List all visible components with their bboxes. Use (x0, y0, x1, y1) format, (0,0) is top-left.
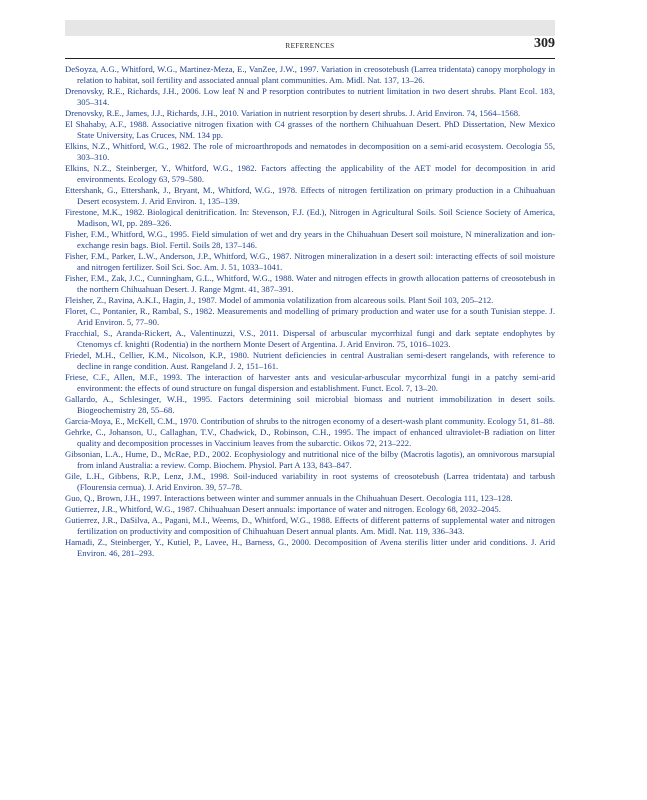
reference-entry[interactable]: Gallardo, A., Schlesinger, W.H., 1995. Factors determining soil microbial biomass and nutrient immobilization in desert soils. Biogeochemistry 28, 55–68. (65, 394, 555, 415)
reference-entry[interactable]: Floret, C., Pontanier, R., Rambal, S., 1982. Measurements and modelling of primary production and water use for a south Tunisian steppe. J. Arid Environ. 5, 77–90. (65, 306, 555, 327)
page-number: 309 (534, 36, 555, 51)
reference-entry[interactable]: Drenovsky, R.E., Richards, J.H., 2006. Low leaf N and P resorption contributes to nutrient limitation in two desert shrubs. Plant Ecol. 183, 305–314. (65, 86, 555, 107)
reference-entry[interactable]: Gibsonian, L.A., Hume, D., McRae, P.D., 2002. Ecophysiology and nutritional nice of the bilby (Macrotis lagotis), an omnivorous marsupial from inland Australia: a review. Comp. Biochem. Physiol. Part A 133, 843–847. (65, 449, 555, 470)
reference-entry[interactable]: Guo, Q., Brown, J.H., 1997. Interactions between winter and summer annuals in the Chihuahuan Desert. Oecologia 111, 123–128. (65, 493, 513, 503)
reference-entry[interactable]: Fisher, F.M., Parker, L.W., Anderson, J.P., Whitford, W.G., 1987. Nitrogen mineralization in a desert soil: interacting effects of soil moisture and nitrogen fertilizer. Soil Sci. Soc. Am. J. 51, 1033–1041. (65, 251, 555, 272)
page-header (65, 36, 555, 59)
reference-list (65, 64, 555, 559)
running-head: REFERENCES (285, 42, 335, 50)
reference-entry[interactable]: Fleisher, Z., Ravina, A.K.I., Hagin, J., 1987. Model of ammonia volatilization from alcareous soils. Plant Soil 103, 205–212. (65, 295, 494, 305)
reference-entry[interactable]: Firestone, M.K., 1982. Biological denitrification. In: Stevenson, F.J. (Ed.), Nitrogen in Agricultural Soils. Soil Science Society of America, Madison, WI, pp. 289–326. (65, 207, 555, 228)
reference-entry[interactable]: Fisher, F.M., Zak, J.C., Cunningham, G.L., Whitford, W.G., 1988. Water and nitrogen effects in growth allocation patterns of creosotebush in the northern Chihuahuan Desert. J. Range Mgmt. 41, 387–391. (65, 273, 555, 294)
top-gray-bar (65, 20, 555, 36)
reference-entry[interactable]: Gile, L.H., Gibbens, R.P., Lenz, J.M., 1998. Soil-induced variability in root systems of creosotebush (Larrea tridentata) and tarbush (Flourensia cernua). J. Arid Environ. 39, 57–78. (65, 471, 555, 492)
reference-entry[interactable]: Ettershank, G., Ettershank, J., Bryant, M., Whitford, W.G., 1978. Effects of nitrogen fertilization on primary production in a Chihuahuan Desert ecosystem. J. Arid Environ. 1, 135–139. (65, 185, 555, 206)
reference-entry[interactable]: Drenovsky, R.E., James, J.J., Richards, J.H., 2010. Variation in nutrient resorption by desert shrubs. J. Arid Environ. 74, 1564–1568. (65, 108, 521, 118)
reference-entry[interactable]: Garcia-Moya, E., McKell, C.M., 1970. Contribution of shrubs to the nitrogen economy of a desert-wash plant community. Ecology 51, 81–88. (65, 416, 555, 426)
reference-entry[interactable]: Elkins, N.Z., Steinberger, Y., Whitford, W.G., 1982. Factors affecting the applicability of the AET model for decomposition in arid environments. Ecology 63, 579–580. (65, 163, 555, 184)
reference-entry[interactable]: El Shahaby, A.F., 1988. Associative nitrogen fixation with C4 grasses of the northern Chihuahuan Desert. PhD Dissertation, New Mexico State University, Las Cruces, NM. 134 pp. (65, 119, 555, 140)
reference-entry[interactable]: Gehrke, C., Johanson, U., Callaghan, T.V., Chadwick, D., Robinson, C.H., 1995. The impact of enhanced ultraviolet-B radiation on litter quality and decomposition processes in Vaccinium leaves from the subarctic. Oikos 72, 213–222. (65, 427, 555, 448)
reference-entry[interactable]: Friedel, M.H., Cellier, K.M., Nicolson, K.P., 1980. Nutrient deficiencies in central Australian semi-desert rangelands, with reference to decline in range condition. Aust. Rangeland J. 2, 151–161. (65, 350, 555, 371)
reference-entry[interactable]: DeSoyza, A.G., Whitford, W.G., Martinez-Meza, E., VanZee, J.W., 1997. Variation in creosotebush (Larrea tridentata) canopy morphology in relation to habitat, soil fertility and associated annual plant communities. Am. Midl. Nat. 137, 13–26. (65, 64, 555, 85)
reference-entry[interactable]: Fracchial, S., Aranda-Rickert, A., Valentinuzzi, V.S., 2011. Dispersal of arbuscular mycorrhizal fungi and dark septate endophytes by Ctenomys cf. knighti (Rodentia) in the northern Monte Desert of Argentina. J. Arid Environ. 75, 1016–1023. (65, 328, 555, 349)
reference-entry[interactable]: Elkins, N.Z., Whitford, W.G., 1982. The role of microarthropods and nematodes in decomposition on a semi-arid ecosystem. Oecologia 55, 303–310. (65, 141, 555, 162)
reference-entry[interactable]: Friese, C.F., Allen, M.F., 1993. The interaction of harvester ants and vesicular-arbuscular mycorrhizal fungi in a patchy semi-arid environment: the effects of ound structure on fungal dispersion and establishment. Funct. Ecol. 7, 13–20. (65, 372, 555, 393)
reference-entry[interactable]: Hamadi, Z., Steinberger, Y., Kutiel, P., Lavee, H., Barness, G., 2000. Decomposition of Avena sterilis litter under arid conditions. J. Arid Environ. 46, 281–293. (65, 537, 555, 558)
reference-entry[interactable]: Gutierrez, J.R., Whitford, W.G., 1987. Chihuahuan Desert annuals: importance of water and nitrogen. Ecology 68, 2032–2045. (65, 504, 501, 514)
reference-entry[interactable]: Gutierrez, J.R., DaSilva, A., Pagani, M.I., Weems, D., Whitford, W.G., 1988. Effects of different patterns of supplemental water and nitrogen fertilization on productivity and composition of Chihuahuan Desert annual plants. Am. Midl. Nat. 119, 336–343. (65, 515, 555, 536)
reference-entry[interactable]: Fisher, F.M., Whitford, W.G., 1995. Field simulation of wet and dry years in the Chihuahuan Desert soil moisture, N mineralization and ion-exchange resin bags. Biol. Fertil. Soils 28, 137–146. (65, 229, 555, 250)
